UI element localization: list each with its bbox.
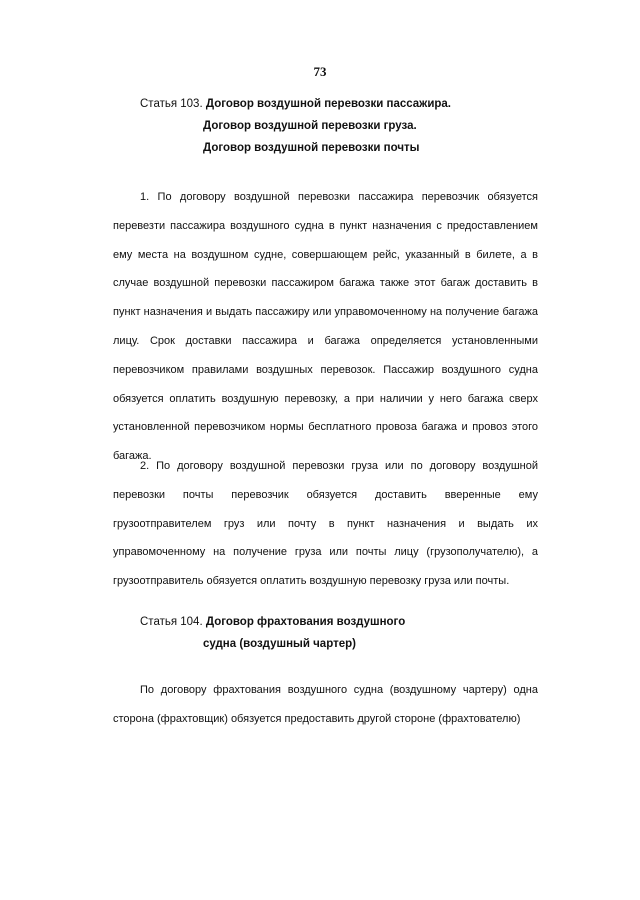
article-104-paragraph-1: По договору фрахтования воздушного судна (воздушному чартеру) одна сторона (фрахтовщик) обязуется предоставить другой стороне (фрахтователю) (113, 684, 538, 725)
article-104-label: Статья 104. (140, 616, 203, 628)
page-number: 73 (313, 64, 327, 79)
article-103-heading (140, 93, 451, 159)
article-104-heading-line1 (140, 611, 405, 633)
article-103-paragraph-1: 1. По договору воздушной перевозки пассажира перевозчик обязуется перевезти пассажира воздушного судна в пункт назначения с предоставлением ему места на воздушном судне, совершающем рейс, указанный в билете, а в случае воздушной перевозки пассажиром багажа также этот багаж доставить в пункт назначения и выдать пассажиру или управомоченному на получение багажа лицу. Срок доставки пассажира и багажа определяется установленными перевозчиком правилами воздушных перевозок. Пассажир воздушного судна обязуется оплатить воздушную перевозку, а при наличии у него багажа сверх установленной перевозчиком нормы бесплатного провоза багажа и провоз этого багажа. (113, 191, 538, 463)
article-103-title-line1: Договор воздушной перевозки пассажира. (205, 98, 452, 110)
article-103-title-line3: Договор воздушной перевозки почты (203, 142, 420, 154)
article-103-paragraph-2: 2. По договору воздушной перевозки груза или по договору воздушной перевозки почты перевозчик обязуется доставить вверенные ему грузоотправителем груз или почту в пункт назначения и выдать их управомоченному на получение груза или почты лицу (грузополучателю), а грузоотправитель обязуется оплатить воздушную перевозку груза или почты. (113, 460, 538, 588)
article-104-heading (140, 611, 405, 655)
article-104-title-line1: Договор фрахтования воздушного (205, 616, 406, 628)
article-103-title-line2: Договор воздушной перевозки груза. (203, 120, 417, 132)
article-103-label: Статья 103. (140, 98, 203, 110)
article-104-title-line2: судна (воздушный чартер) (203, 638, 356, 650)
article-103-heading-line1 (140, 93, 451, 115)
